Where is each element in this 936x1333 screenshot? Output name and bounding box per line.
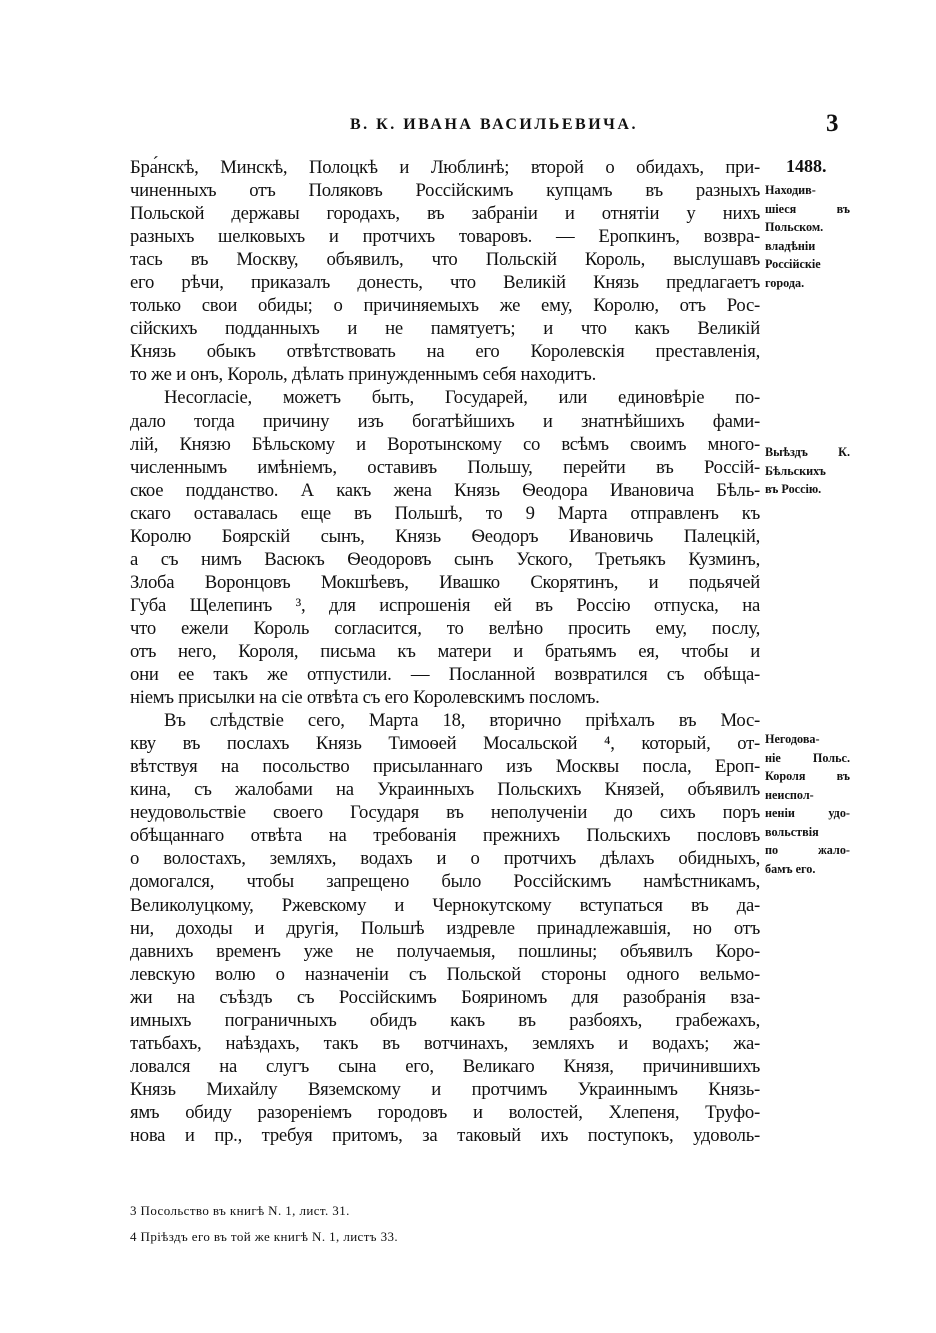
text-line: ямъ обиду разоренiемъ городовъ и волостей, Хлепеня, Труфо- — [130, 1101, 760, 1123]
text-line: Великолуцкому, Ржевскому и Чернокутскому вступаться въ да- — [130, 894, 760, 916]
text-line: то же и онъ, Король, дѣлать принужденнымъ себя находитъ. — [130, 364, 596, 386]
text-line: Злоба Воронцовъ Мокшѣевъ, Ивашко Скорятинъ, и подьячей — [130, 571, 760, 593]
margin-note-line: владѣнiи — [765, 238, 816, 253]
body-text — [130, 156, 760, 1147]
text-line: имныхъ пограничныхъ обидъ какъ въ разбояхъ, грабежахъ, — [130, 1009, 760, 1031]
text-line: жи на съѣздъ съ Россiйскимъ Бояриномъ для разобранiя вза- — [130, 986, 760, 1008]
text-line: левскую волю о назначенiи съ Польской стороны одного вельмо- — [130, 963, 760, 985]
margin-note-line: неиспол- — [765, 787, 814, 802]
text-line: его рѣчи, приказалъ донесть, что Великiй Князь предлагаетъ — [130, 272, 760, 294]
margin-note-king — [765, 730, 850, 878]
footnotes — [130, 1198, 398, 1250]
text-line: отъ него, Короля, письма къ матери и братьямъ ея, чтобы и — [130, 640, 760, 662]
text-line: неудовольствiе своего Государя въ неполученiи до сихъ поръ — [130, 802, 760, 824]
text-line: тась въ Москву, объявилъ, что Польскiй Король, выслушавъ — [130, 249, 760, 271]
margin-note-line: Выѣздъ К. — [765, 445, 850, 459]
text-line: кву въ послахъ Князь Тимоѳей Мосальской ⁴, который, от- — [130, 733, 760, 755]
text-line: а съ нимъ Васюкъ Ѳеодоровъ сынъ Уского, Третьякъ Кузминъ, — [130, 548, 760, 570]
text-line: давнихъ временъ уже не получаемыя, пошлины; объявилъ Коро- — [130, 940, 760, 962]
text-line: лiй, Князю Бѣльскому и Воротынскому со всѣмъ своимъ много- — [130, 433, 760, 455]
text-line: скаго оставалась еще въ Польшѣ, то 9 Марта отправленъ къ — [130, 502, 760, 524]
page-header — [0, 110, 936, 140]
margin-note-line: Негодова- — [765, 732, 820, 746]
margin-note-line: Находив- — [765, 183, 816, 197]
text-line: только свои обиды; о причиняемыхъ же ему, Королю, отъ Рос- — [130, 295, 760, 317]
footnote-4: 4 Прiѣздъ его въ той же книгѣ N. 1, листъ 33. — [130, 1229, 399, 1244]
text-line: вѣтствуя на посольство присыланнаго изъ Москвы посла, Ероп- — [130, 756, 760, 778]
margin-note-line: бамъ его. — [765, 861, 816, 876]
text-line: Польской державы городахъ, въ забранiи и отнятiи у нихъ — [130, 203, 760, 225]
margin-note-line: Россiйскiе — [765, 257, 821, 271]
text-line: чиненныхъ отъ Поляковъ Россiйскимъ купцамъ въ разныхъ — [130, 180, 760, 202]
text-line: ловался на слугъ сына его, Великаго Князя, причинившихъ — [130, 1055, 760, 1077]
margin-note-line: Бѣльскихъ — [765, 463, 826, 478]
text-line: дало тогда причину изъ богатѣйшихъ и знатнѣйшихъ фами- — [130, 410, 760, 432]
text-line: сiйскихъ подданныхъ и не памятуетъ; и что какъ Великiй — [130, 318, 760, 340]
margin-note-line: города. — [765, 275, 805, 290]
text-line: обѣщаннаго отвѣта на требованiя прежнихъ Польскихъ пословъ — [130, 825, 760, 847]
margin-note-line: Польском. — [765, 220, 824, 234]
margin-note-line: ненiи удо- — [765, 806, 850, 820]
text-line: что ежели Король согласится, то велѣно просить ему, послу, — [130, 617, 760, 639]
text-line: о волостахъ, земляхъ, водахъ и о протчихъ дѣлахъ обидныхъ, — [130, 848, 760, 870]
text-line: ни, доходы и другiя, Польшѣ издревле принадлежавшiя, но отъ — [130, 917, 760, 939]
margin-note-line: по жало- — [765, 843, 850, 857]
footnote-3: 3 Посольство въ книгѣ N. 1, лист. 31. — [130, 1203, 350, 1218]
margin-note-line: Короля въ — [765, 769, 850, 783]
text-line: домогался, чтобы запрещено было Россiйскимъ намѣстникамъ, — [130, 871, 760, 893]
text-line: Губа Щелепинъ ³, для испрошенiя ей въ Россiю отпуска, на — [130, 594, 760, 616]
running-head: В. К. ИВАНА ВАСИЛЬЕВИЧА. — [350, 116, 638, 133]
margin-note-line: нiе Польс. — [765, 750, 850, 765]
text-line: численнымъ имѣнiемъ, оставивъ Польшу, перейти въ Россiй- — [130, 456, 760, 478]
text-line: кина, съ жалобами на Украинныхъ Польскихъ Князей, объявилъ — [130, 779, 760, 801]
text-line: ское подданство. А какъ жена Князь Ѳеодора Ивановича Бѣль- — [130, 479, 760, 501]
text-line: Королю Боярскiй сынъ, Князь Ѳеодоръ Ивановичь Палецкiй, — [130, 525, 760, 547]
text-line: Князь Михайлу Вяземскому и протчимъ Украиннымъ Князь- — [130, 1078, 760, 1100]
text-line: они ее такъ же отпустили. — Посланной возвратился съ обѣща- — [130, 664, 760, 686]
margin-note-cities — [765, 181, 850, 292]
margin-note-line: вольствiя — [765, 824, 819, 839]
margin-year: 1488. — [786, 156, 827, 176]
page-number: 3 — [826, 110, 839, 137]
text-line: Бра́нскѣ, Минскѣ, Полоцкѣ и Люблинѣ; второй о обидахъ, при- — [130, 157, 760, 178]
text-line: нiемъ присылки на сiе отвѣта съ его Королевскимъ посломъ. — [130, 687, 600, 709]
text-line: татьбахъ, наѣздахъ, такъ въ вотчинахъ, земляхъ и водахъ; жа- — [130, 1032, 760, 1054]
margin-note-line: шiеся въ — [765, 201, 850, 216]
text-line: разныхъ шелковыхъ и протчихъ товаровъ. — Еропкинъ, возвра- — [130, 226, 760, 248]
margin-note-belsky — [765, 443, 850, 499]
text-line: нова и пр., требуя притомъ, за таковый ихъ поступокъ, удоволь- — [130, 1124, 760, 1146]
margin-note-line: въ Россiю. — [765, 482, 822, 496]
text-line: Въ слѣдствiе сего, Марта 18, вторично прiѣхалъ въ Мос- — [164, 710, 760, 732]
text-line: Князь обыкъ отвѣтствовать на его Королевскiя преставленiя, — [130, 341, 760, 363]
text-line: Несогласiе, можетъ быть, Государей, или единовѣрiе по- — [164, 387, 760, 409]
